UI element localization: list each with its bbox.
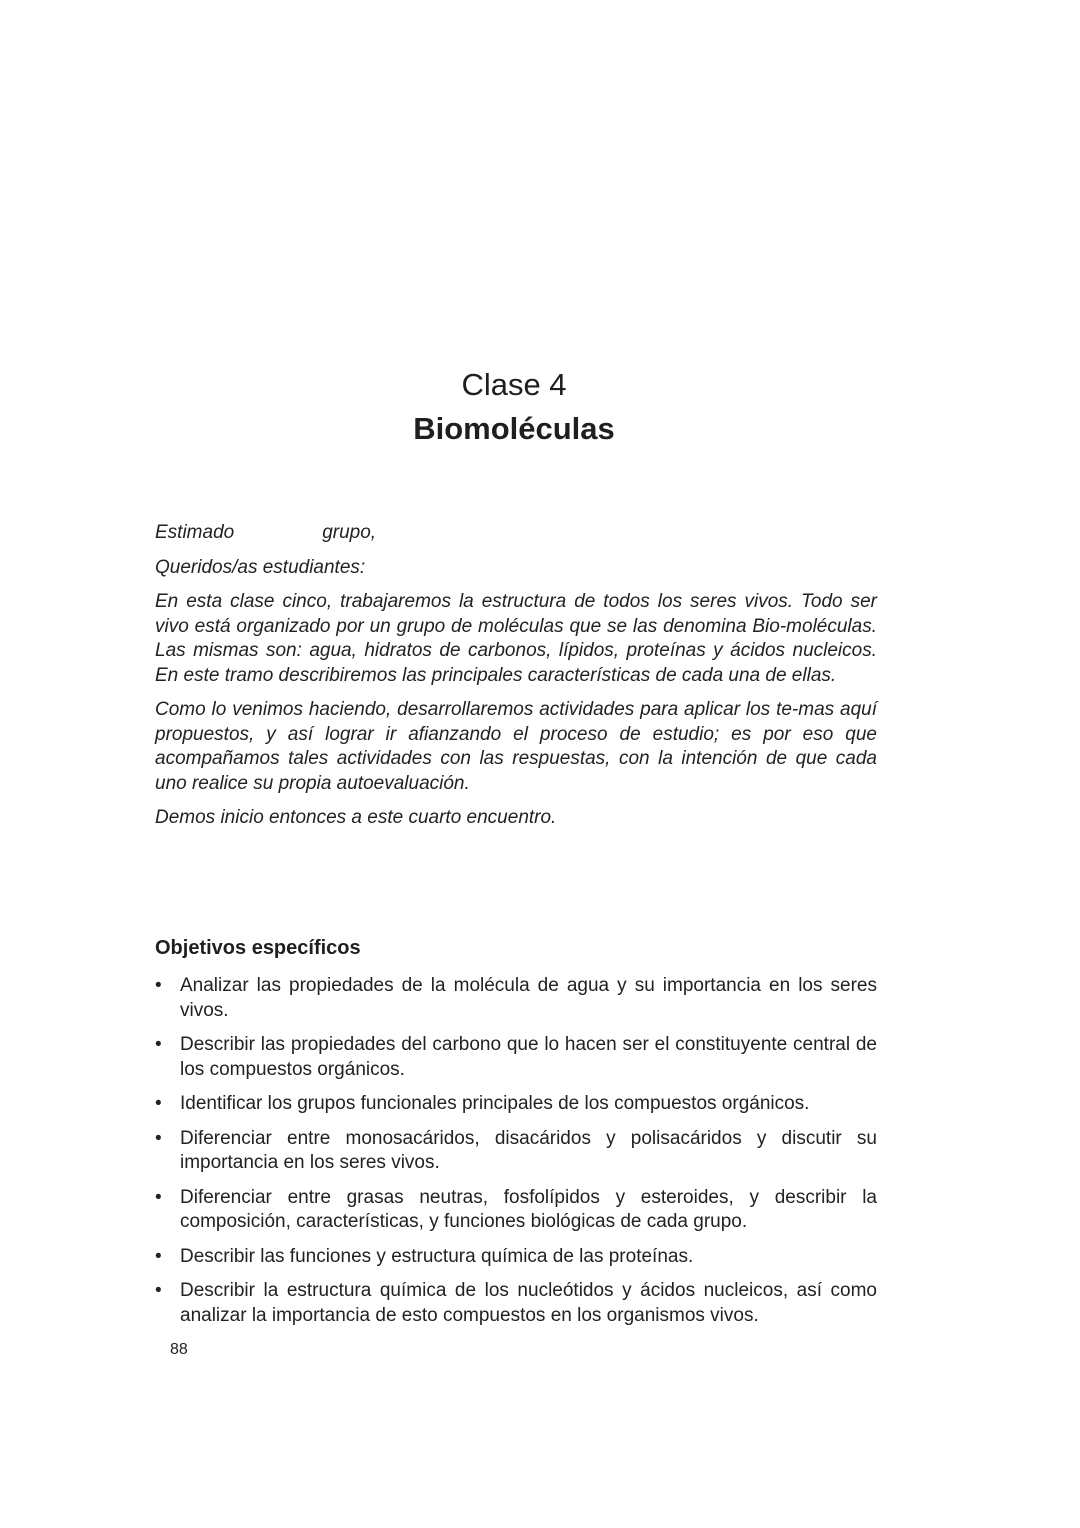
bullet-icon: • — [155, 1127, 162, 1149]
objective-text: Analizar las propiedades de la molécula de agua y su importancia en los seres vivos. — [180, 975, 877, 1021]
intro-paragraph: Demos inicio entonces a este cuarto encuentro. — [155, 807, 557, 828]
greeting-line-1 — [155, 521, 877, 546]
list-item — [155, 1092, 877, 1117]
bullet-icon: • — [155, 975, 162, 996]
objective-text: Describir la estructura química de los nucleótidos y ácidos nucleicos, así como analizar la importancia de esto compuestos en los organismos vivos. — [180, 1280, 877, 1326]
intro-paragraph: Como lo venimos haciendo, desarrollaremos actividades para aplicar los te-mas aquí propuestos, y así lograr ir afianzando el proceso de estudio; es por eso que acompañamos tales actividades con las respuestas, con la intención de que cada uno realice su propia autoevaluación. — [155, 699, 877, 794]
bullet-icon: • — [155, 1245, 162, 1267]
objective-text: Diferenciar entre grasas neutras, fosfolípidos y esteroides, y describir la composición, características, y funciones biológicas de cada grupo. — [180, 1186, 877, 1232]
intro-paragraph: En esta clase cinco, trabajaremos la estructura de todos los seres vivos. Todo ser vivo está organizado por un grupo de moléculas que se las denomina Bio-moléculas. Las mismas son: agua, hidratos de carbonos, lípidos, proteínas y ácidos nucleicos. En este tramo describiremos las principales características de cada una de ellas. — [155, 591, 877, 686]
objective-text: Identificar los grupos funcionales principales de los compuestos orgánicos. — [180, 1093, 810, 1114]
greeting-word-2: grupo, — [322, 522, 377, 543]
intro-section — [155, 521, 877, 841]
list-item — [155, 1279, 877, 1328]
objective-text: Describir las funciones y estructura química de las proteínas. — [180, 1245, 694, 1267]
list-item — [155, 974, 877, 1023]
list-item — [155, 1127, 877, 1176]
objectives-list — [155, 974, 877, 1328]
list-item — [155, 1186, 877, 1235]
list-item — [155, 1245, 877, 1270]
bullet-icon: • — [155, 1280, 162, 1301]
title-block — [0, 363, 1028, 451]
bullet-icon: • — [155, 1034, 162, 1055]
greeting-line-2: Queridos/as estudiantes: — [155, 556, 366, 578]
objective-text: Describir las propiedades del carbono que lo hacen ser el constituyente central de los compuestos orgánicos. — [180, 1034, 877, 1080]
greeting-word-1: Estimado — [155, 522, 235, 543]
bullet-icon: • — [155, 1186, 162, 1208]
class-title: Biomoléculas — [413, 411, 615, 446]
objectives-section — [155, 934, 877, 1338]
objectives-heading: Objetivos específicos — [155, 937, 361, 959]
page-number: 88 — [170, 1341, 188, 1358]
list-item — [155, 1033, 877, 1082]
objective-text: Diferenciar entre monosacáridos, disacáridos y polisacáridos y discutir su importancia en los seres vivos. — [180, 1127, 877, 1173]
bullet-icon: • — [155, 1093, 162, 1114]
class-label: Clase 4 — [461, 367, 567, 402]
